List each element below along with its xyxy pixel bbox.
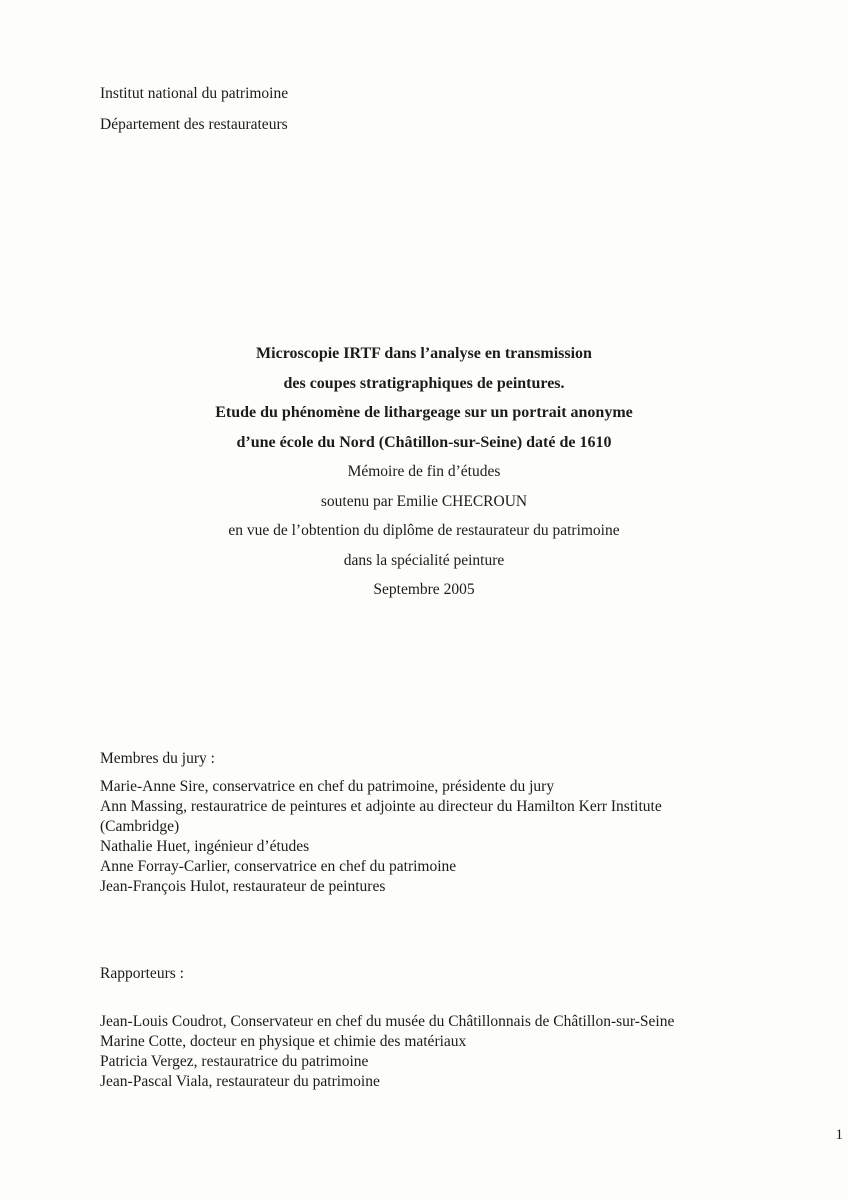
subtitle-speciality: dans la spécialité peinture <box>343 551 505 569</box>
rapporteur: Marine Cotte, docteur en physique et chimie des matériaux <box>100 1032 467 1050</box>
rapporteurs-heading: Rapporteurs : <box>100 964 184 982</box>
jury-heading: Membres du jury : <box>100 749 215 767</box>
jury-member-list <box>100 777 848 897</box>
letterhead <box>100 0 848 140</box>
jury-member: Anne Forray-Carlier, conservatrice en chef du patrimoine <box>100 857 457 875</box>
title-line-2: des coupes stratigraphiques de peintures. <box>283 374 565 392</box>
title-line-3: Etude du phénomène de lithargeage sur un portrait anonyme <box>215 404 633 421</box>
jury-member: Marie-Anne Sire, conservatrice en chef du patrimoine, présidente du jury <box>100 777 555 795</box>
rapporteur: Patricia Vergez, restauratrice du patrimoine <box>100 1052 369 1070</box>
subtitle-date: Septembre 2005 <box>373 581 475 598</box>
subtitle-diploma: en vue de l’obtention du diplôme de restaurateur du patrimoine <box>228 522 620 539</box>
subtitle-author: soutenu par Emilie CHECROUN <box>320 492 528 510</box>
jury-member: Ann Massing, restauratrice de peintures et adjointe au directeur du Hamilton Kerr Institute <box>100 797 662 815</box>
rapporteurs-section <box>100 964 848 1092</box>
subtitle-memoire: Mémoire de fin d’études <box>347 463 501 480</box>
rapporteur-list <box>100 1012 848 1092</box>
title-line-1: Microscopie IRTF dans l’analyse en transmission <box>256 345 592 362</box>
title-line-4: d’une école du Nord (Châtillon-sur-Seine) daté de 1610 <box>236 433 612 451</box>
jury-member: Jean-François Hulot, restaurateur de peintures <box>100 877 386 895</box>
institution-name: Institut national du patrimoine <box>100 85 289 102</box>
department-name: Département des restaurateurs <box>100 116 288 133</box>
title-block <box>0 339 848 605</box>
rapporteur: Jean-Pascal Viala, restaurateur du patrimoine <box>100 1072 380 1090</box>
jury-section <box>100 749 848 897</box>
jury-member: Nathalie Huet, ingénieur d’études <box>100 837 310 855</box>
jury-member-continuation: (Cambridge) <box>100 817 180 835</box>
page-number: 1 <box>835 1127 843 1143</box>
rapporteur: Jean-Louis Coudrot, Conservateur en chef du musée du Châtillonnais de Châtillon-sur-Seine <box>100 1012 675 1030</box>
